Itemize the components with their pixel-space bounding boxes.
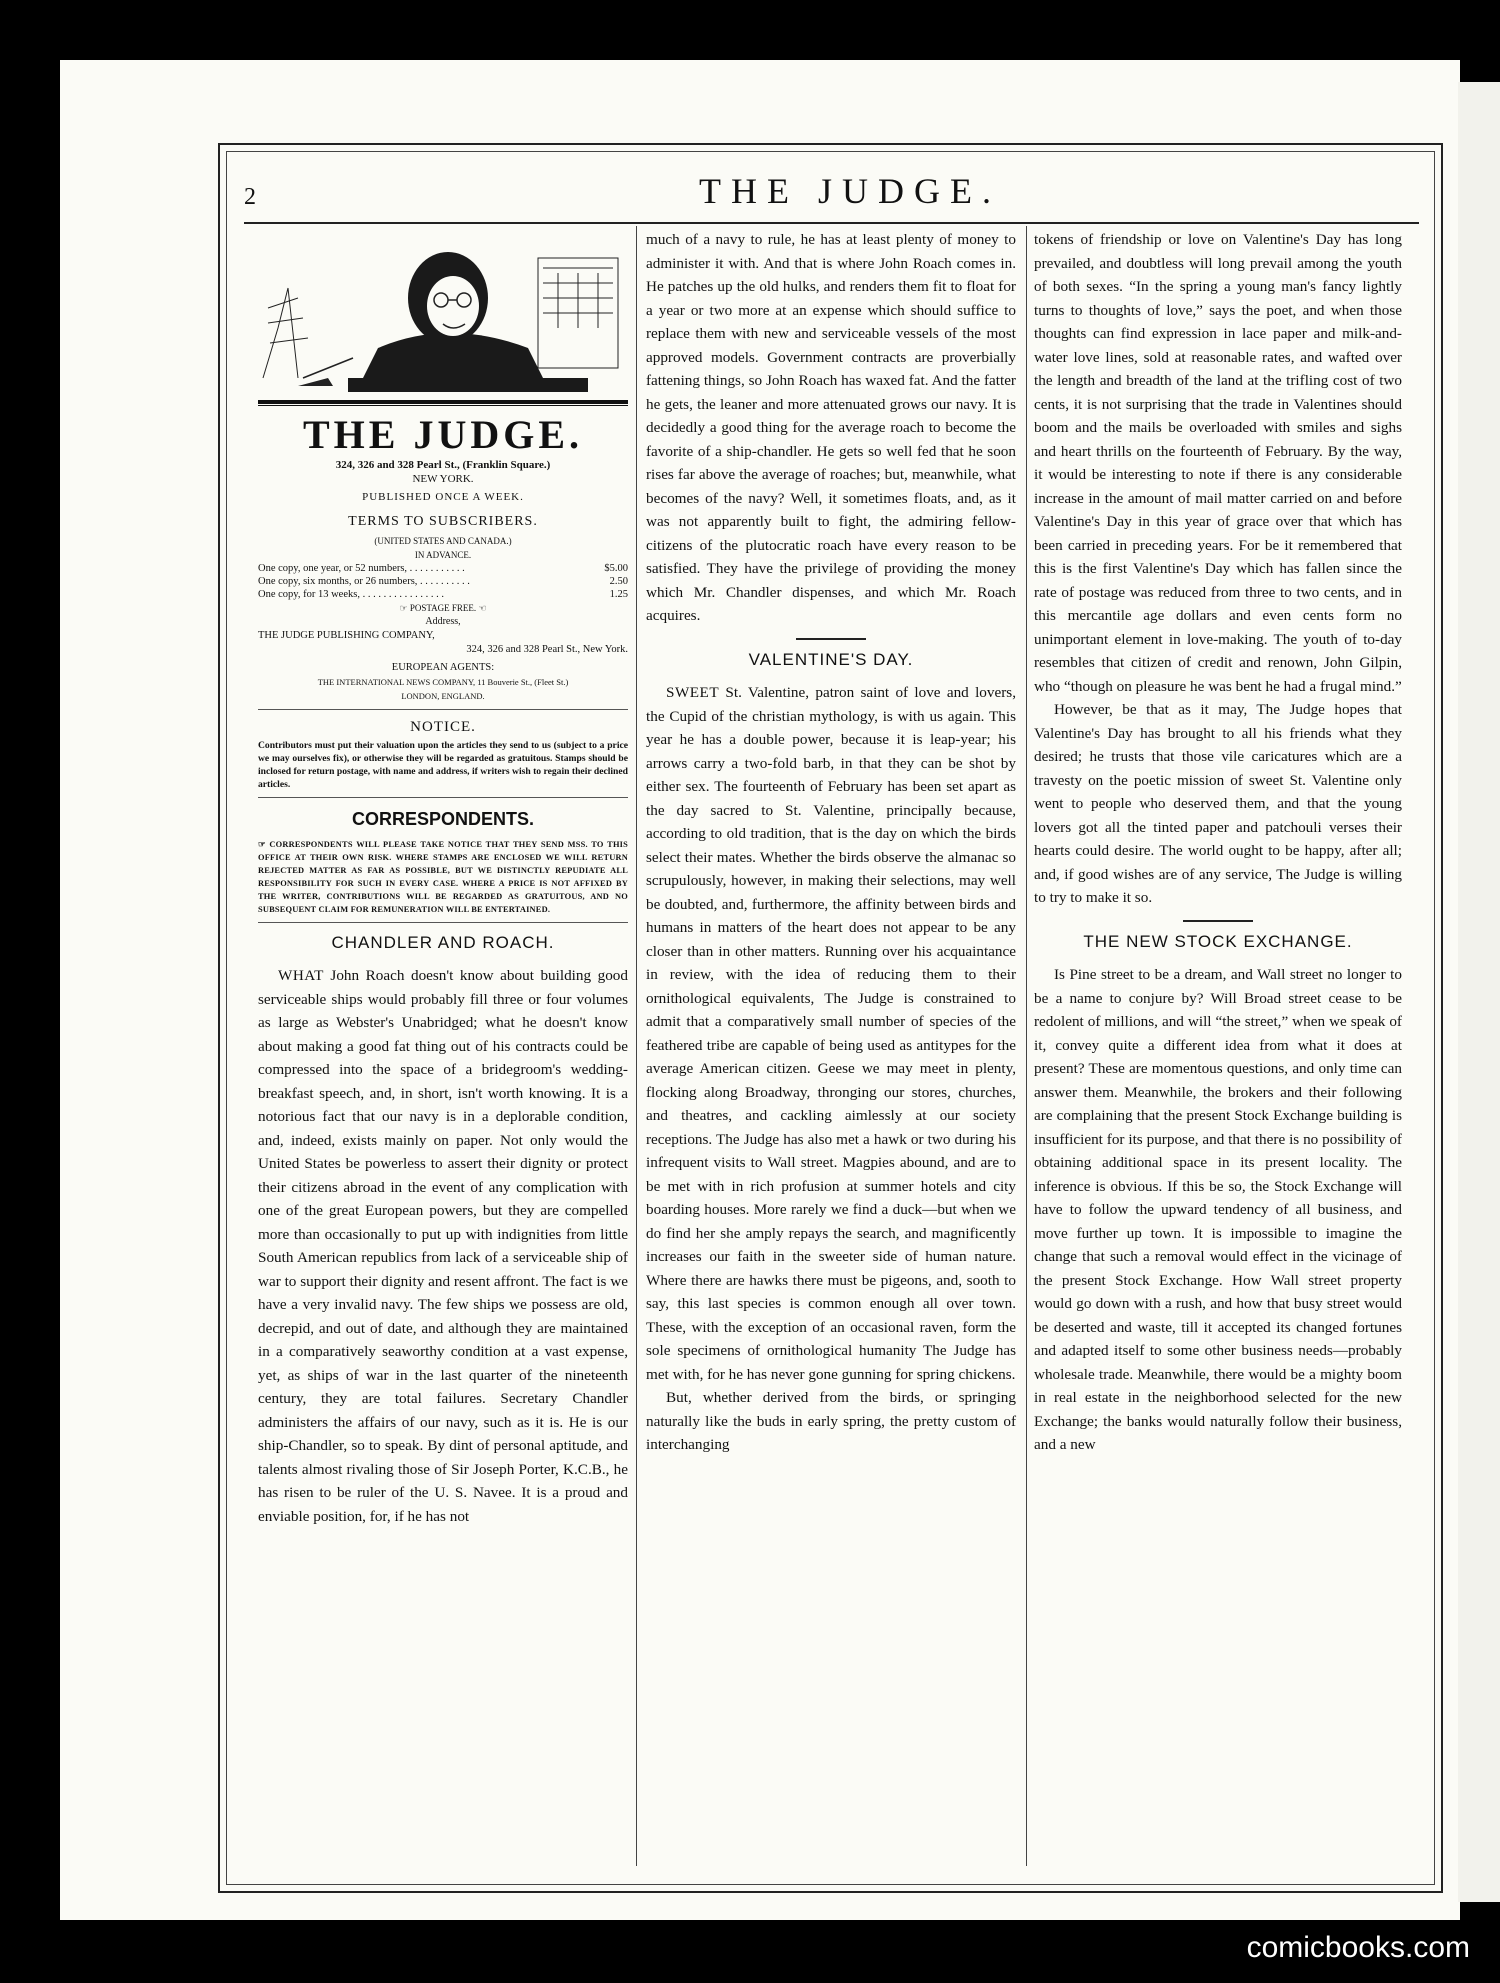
notice-heading: NOTICE.: [410, 718, 476, 735]
chandler-roach-body: [258, 964, 628, 1528]
terms-advance: IN ADVANCE.: [414, 549, 472, 560]
header-rule: [244, 222, 1419, 224]
paper-title: THE JUDGE.: [302, 412, 584, 457]
stock-exchange-heading: THE NEW STOCK EXCHANGE.: [1083, 931, 1353, 951]
rate-price: 1.25: [609, 588, 628, 600]
section-rule: [796, 638, 866, 640]
valentines-day-paragraph-2: But, whether derived from the birds, or springing naturally like the buds in early spring, the pretty custom of interchanging: [646, 1389, 1016, 1453]
title-rule-thick: [258, 400, 628, 404]
divider: [258, 922, 628, 923]
rate-label: One copy, for 13 weeks, . . . . . . . . . . . . . . . .: [258, 588, 444, 600]
company-address: 324, 326 and 328 Pearl St., New York.: [466, 643, 628, 655]
column-1: [258, 228, 628, 1528]
column-2: [646, 228, 1016, 1457]
valentines-day-heading: VALENTINE'S DAY.: [748, 649, 914, 669]
chandler-roach-text: John Roach doesn't know about building good serviceable ships would probably fill three or four volumes as large as Webster's Unabridged; what he doesn't know about making a good fat thing out of his contracts could be compressed into the space of a bridegroom's wedding-breakfast speech, and, in short, isn't worth knowing. It is a notorious fact that our navy is in a deplorable condition, and, indeed, exists mainly on paper. Not only would the United States be powerless to assert their dignity or protect their citizens abroad in the event of any complication with one of the great European powers, but they are compelled more than occasionally to put up with indignities from little South American republics from lack of a serviceable ship of war to support their dignity and resent affront. The fact is we have a very invalid navy. The few ships we possess are old, decrepid, and out of date, and although they are maintained in a comparatively seaworthy condition at a vast expense, yet, as ships of war in the last quarter of the nineteenth century, they are total failures. Secretary Chandler administers the affairs of our navy, such as it is. He is our ship-Chandler, so to speak. By dint of personal aptitude, and talents almost rivaling those of Sir Joseph Porter, K.C.B., he has risen to be ruler of the U. S. Navee. It is a proud and enviable position, for, if he has not: [258, 967, 628, 1525]
masthead-title: THE JUDGE.: [699, 171, 1001, 211]
title-rule-thin: [258, 405, 628, 406]
company-name: THE JUDGE PUBLISHING COMPANY,: [258, 629, 435, 641]
correspondents-text: ☞ CORRESPONDENTS WILL PLEASE TAKE NOTICE THAT THEY SEND MSS. TO THIS OFFICE AT THEIR OWN RISK. WHERE STAMPS ARE ENCLOSED WE WILL RETURN REJECTED MATTER AS FAR AS POSSIBLE, BUT WE DISTINCTLY REPUDIATE ALL RESPONSIBILITY FOR SUCH IN EVERY CASE. WHERE A PRICE IS NOT AFFIXED BY THE WRITER, CONTRIBUTIONS WILL BE REGARDED AS GRATUITOUS, AND NO SUBSEQUENT CLAIM FOR REMUNERATION WILL BE ENTERTAINED.: [258, 839, 628, 914]
stock-exchange-body: Is Pine street to be a dream, and Wall street no longer to be a name to conjure by? Will Broad street cease to be redolent of millions, and will “the street,” when we speak of it, convey quite a different idea from what it does at present? These are momentous questions, and only time can answer them. Meanwhile, the brokers and their following are complaining that the present Stock Exchange building is insufficient for its purpose, and that there is no possibility of obtaining additional space in its present locality. The inference is obvious. If this be so, the Stock Exchange will have to follow the upward tendency of all business, and move further up town. It is impossible to imagine the change that such a removal would effect in the vicinage of the present Stock Exchange. How Wall street property would go down with a rush, and how that busy street would be deserted and waste, till it accepted its changed fortunes and adapted itself to some other business needs—probably wholesale trade. Meanwhile, there would be a mighty boom in real estate in the neighborhood selected for the new Exchange; the banks would naturally follow their business, and a new: [1034, 966, 1402, 1453]
notice-text: Contributors must put their valuation upon the articles they send to us (subject to a price we may ourselves fix), or otherwise they will be regarded as gratuitous. Stamps should be inclosed for return postage, with name and address, if writers wish to regain their declined articles.: [258, 740, 628, 790]
rate-price: $5.00: [604, 562, 628, 574]
rate-row: [258, 575, 628, 588]
drop-word: WHAT: [278, 967, 324, 984]
column-rule-2: [1026, 226, 1027, 1866]
rate-row: [258, 562, 628, 575]
column-3: [1034, 228, 1402, 1457]
column-rule-1: [636, 226, 637, 1866]
address-label: Address,: [425, 615, 461, 627]
valentines-day-paragraph-3: However, be that as it may, The Judge hopes that Valentine's Day has brought to all his friends what they desired; he trusts that those vile caricatures which are a travesty on the poetic mission of sweet St. Valentine only went to people who deserved them, and that the young lovers got all the tinted paper and patchouli verses their hearts could desire. The world ought to be happy, after all; and, if good wishes are of any service, The Judge is willing to try to make it so.: [1034, 701, 1402, 906]
rate-label: One copy, one year, or 52 numbers, . . . . . . . . . . .: [258, 562, 465, 574]
agents-city: LONDON, ENGLAND.: [401, 690, 485, 701]
publication-frequency: PUBLISHED ONCE A WEEK.: [362, 491, 524, 503]
drop-word: SWEET: [666, 684, 720, 701]
watermark-text: comicbooks.com: [1246, 1931, 1470, 1964]
postage-note: ☞ POSTAGE FREE. ☜: [399, 602, 487, 613]
section-rule: [1183, 920, 1253, 922]
valentines-day-body: [646, 681, 1016, 1386]
facing-page-edge: [1458, 82, 1500, 1902]
divider: [258, 797, 628, 798]
terms-heading: TERMS TO SUBSCRIBERS.: [348, 514, 538, 529]
rate-label: One copy, six months, or 26 numbers, . . . . . . . . . .: [258, 575, 470, 587]
judge-writing-illustration: [258, 228, 628, 398]
rate-price: 2.50: [609, 575, 628, 587]
chandler-roach-continued: much of a navy to rule, he has at least plenty of money to administer it with. And that is where John Roach comes in. He patches up the old hulks, and renders them fit to float for a year or two more at an expense which should suffice to replace them with new and serviceable vessels of the most approved models. Government contracts are proverbially fattening things, so John Roach has waxed fat. And the fatter he gets, the leaner and more attenuated grows our navy. It is decidedly a good thing for the average roach to become the favorite of a ship-chandler. He gets so well fed that he soon rises far above the average of roaches; but, meanwhile, what becomes of the navy? Well, it sometimes floats, and, as it was not apparently built to fight, the admiring fellow-citizens of the plutocratic roach have every reason to be satisfied. They have the privilege of providing the money which Mr. Chandler dispenses, and which Mr. Roach acquires.: [646, 231, 1016, 624]
correspondents-heading: CORRESPONDENTS.: [351, 809, 535, 829]
paper-city: NEW YORK.: [412, 473, 474, 485]
rates-table: [258, 562, 628, 601]
agents-line: THE INTERNATIONAL NEWS COMPANY, 11 Bouverie St., (Fleet St.): [317, 676, 569, 687]
terms-region: (UNITED STATES AND CANADA.): [374, 535, 512, 546]
chandler-roach-heading: CHANDLER AND ROACH.: [331, 932, 555, 952]
agents-heading: EUROPEAN AGENTS:: [391, 661, 495, 673]
paper-address: 324, 326 and 328 Pearl St., (Franklin Square.): [335, 459, 551, 471]
page-number: 2: [244, 184, 256, 210]
valentines-day-text: St. Valentine, patron saint of love and lovers, the Cupid of the christian mythology, is with us again. This year he has a double power, because it is leap-year; his arrows carry a two-fold barb, in that they can be shot by either sex. The fourteenth of February has been set apart as the day sacred to St. Valentine, principally because, according to old tradition, that is the day on which the birds select their mates. Whether the birds observe the almanac so scrupulously, however, in making their selections, may well be doubted, and, furthermore, the affinity between birds and humans in matters of the heart does not appear to be any closer than in other matters. Running over his acquaintance in review, with the idea of reducing them to their ornithological equivalents, The Judge is constrained to admit that a comparatively small number of species of the feathered tribe are capable of being used as antitypes for the average American citizen. Geese we may meet in plenty, flocking along Broadway, thronging our stores, churches, and theatres, and cackling aimlessly at our society receptions. The Judge has also met a hawk or two during his infrequent visits to Wall street. Magpies abound, and are to be met with in rich profusion at summer hotels and city boarding houses. More rarely we find a duck—but when we do find her she amply repays the search, and magnificently increases our faith in the sweeter side of human nature. Where there are hawks there must be pigeons, and, sooth to say, this last species is common enough all over town. These, with the exception of an occasional raven, form the sole specimens of ornithological humanity The Judge has met with, for he has never gone gunning for spring chickens.: [646, 684, 1016, 1383]
valentines-day-continued: tokens of friendship or love on Valentine's Day has long prevailed, and doubtless will long prevail among the youth of both sexes. “In the spring a young man's fancy lightly turns to thoughts of love,” says the poet, and when those thoughts can find expression in lace paper and milk-and-water love lines, sold at reasonable rates, and wafted over the length and breadth of the land at the trifling cost of two cents, it is not surprising that the trade in Valentines should boom and the mails be overloaded with smiles and sighs and heart thrills on the fourteenth of February. By the way, it would be interesting to note if there is any considerable increase in the amount of mail matter carried on and before Valentine's Day in this year of grace over that which has been carried in preceding years. For be it remembered that this is the first Valentine's Day which has fallen since the rate of postage was reduced from three to two cents, and in this mercantile age dollars and even cents form no unimportant element in love-making. The youth of to-day resembles that citizen of credit and renown, John Gilpin, who “though on pleasure he was bent he had a frugal mind.”: [1034, 231, 1402, 695]
rate-row: [258, 588, 628, 601]
divider: [258, 709, 628, 710]
